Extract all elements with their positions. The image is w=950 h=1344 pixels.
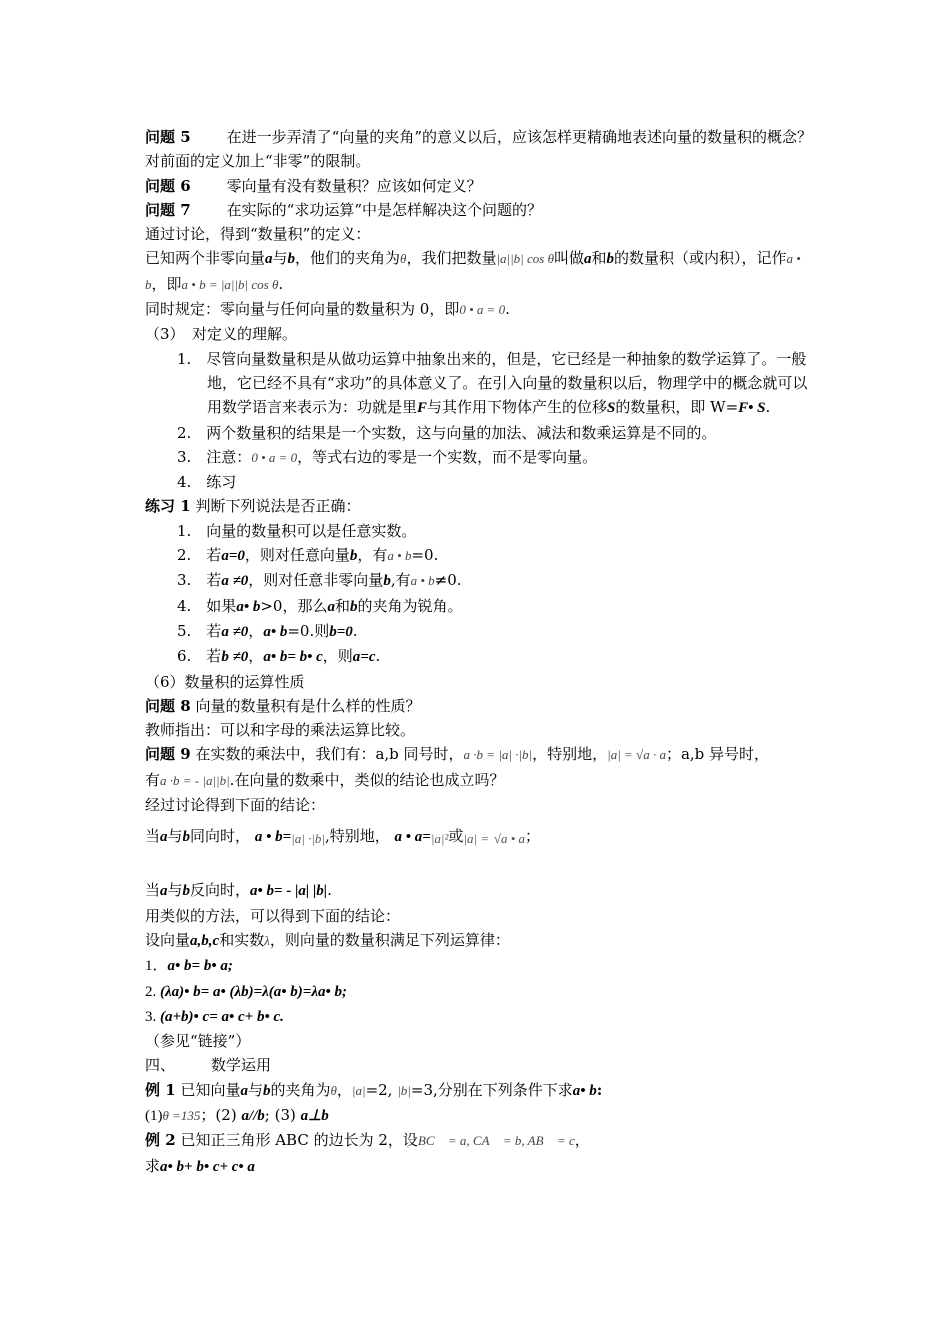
math-symbol: a=c — [352, 649, 376, 666]
text: ；a,b 异号时， — [665, 745, 770, 764]
question-label: 问题 6 — [145, 176, 191, 195]
text: ，则 — [322, 647, 353, 666]
paragraph: 对前面的定义加上“非零”的限制。 — [145, 152, 371, 171]
paragraph: 经过讨论得到下面的结论： — [145, 796, 326, 815]
text: . — [352, 621, 358, 640]
document-body — [145, 125, 815, 1179]
paragraph — [145, 928, 815, 953]
math-formula: √a • a — [493, 831, 526, 847]
math-symbol: a//b — [241, 1107, 265, 1124]
math-formula: a • b — [387, 548, 412, 564]
math-formula: 0 • a = 0 — [459, 302, 506, 318]
math-symbol: a • b= — [254, 829, 292, 846]
math-symbol: a — [240, 1082, 248, 1099]
paragraph: 教师指出：可以和字母的乘法运算比较。 — [145, 721, 416, 740]
text: ; (3) — [264, 1105, 296, 1124]
math-symbol: a,b,c — [190, 932, 220, 949]
text: 和实数 — [219, 930, 265, 949]
conclusion-same-direction — [145, 817, 815, 858]
text: 当 — [145, 881, 161, 900]
text: (1) — [145, 1107, 163, 1124]
list-item — [145, 644, 815, 669]
text: .在向量的数乘中，类似的结论也成立吗？ — [229, 770, 505, 789]
paragraph — [145, 297, 815, 322]
text: 与 — [272, 249, 288, 268]
math-symbol: a — [265, 251, 273, 268]
text: >0，那么 — [260, 596, 328, 615]
math-symbol: a⊥b — [300, 1107, 329, 1124]
math-symbol: a — [327, 598, 335, 615]
math-symbol: a ≠0 — [221, 623, 249, 640]
list-item — [145, 445, 815, 470]
text: 3. 若 — [177, 571, 222, 590]
math-formula: |a| ·|b| — [291, 831, 325, 847]
math-symbol: a — [160, 829, 168, 846]
section-heading — [145, 1053, 815, 1077]
text: 同时规定：零向量与任何向量的数量积为 0，即 — [145, 300, 460, 319]
question-7 — [145, 198, 815, 222]
list-item — [145, 347, 815, 421]
math-symbol: F• S — [738, 400, 766, 417]
text: ， — [336, 1080, 352, 1099]
text: ，即 — [151, 274, 182, 293]
paragraph: （参见“链接”） — [145, 1032, 251, 1051]
math-symbol: a• b= - |a| |b| — [250, 883, 328, 900]
text: 与 — [167, 881, 183, 900]
text: 1． — [145, 958, 168, 975]
math-formula: θ =135 — [162, 1107, 201, 1123]
text: 在实数的乘法中，我们有：a,b 同号时， — [195, 745, 464, 764]
math-formula: |a||b| cos θ — [496, 251, 554, 267]
text: 的夹角为 — [270, 1080, 331, 1099]
list-item: 1. 向量的数量积可以是任意实数。 — [177, 521, 417, 540]
math-formula: θ — [330, 1082, 337, 1098]
text: ,特别地， — [324, 827, 390, 846]
text: ， — [248, 621, 264, 640]
text: 5. 若 — [177, 621, 222, 640]
question-label: 问题 8 — [145, 696, 191, 715]
math-formula: a ·b = - |a||b| — [160, 772, 230, 788]
question-8 — [145, 694, 815, 718]
text: 求 — [145, 1156, 161, 1175]
math-formula: a • b — [145, 251, 801, 292]
math-symbol: b — [383, 573, 391, 590]
text: 和 — [591, 249, 607, 268]
text: 已知两个非零向量 — [145, 249, 266, 268]
text: 四、 — [145, 1056, 176, 1075]
text: ； — [525, 827, 541, 846]
text: ，我们把数量 — [406, 249, 497, 268]
math-symbol: a• b= b• a; — [167, 958, 233, 975]
math-symbol: a• b — [572, 1082, 597, 1099]
text: ，等式右边的零是一个实数，而不是零向量。 — [297, 447, 598, 466]
math-formula: a ·b = |a| ·|b| — [463, 747, 533, 763]
text: ，有 — [357, 546, 388, 565]
text: . — [327, 881, 332, 900]
text: 的夹角为锐角。 — [357, 596, 463, 615]
math-symbol: a — [583, 251, 592, 268]
math-symbol: S — [607, 400, 616, 417]
math-formula: θ — [400, 251, 407, 267]
list-item — [145, 543, 815, 568]
text: 反向时， — [190, 881, 251, 900]
text: 当 — [145, 827, 161, 846]
text: 或 — [448, 827, 464, 846]
text: ≠0. — [434, 571, 462, 590]
section-heading: （3） 对定义的理解。 — [145, 325, 298, 344]
question-9 — [145, 742, 815, 793]
example-2 — [145, 1128, 815, 1153]
text: ， — [248, 647, 264, 666]
example-label: 例 1 — [145, 1080, 176, 1099]
list-item: 4. 练习 — [177, 473, 237, 492]
list-item — [145, 619, 815, 644]
question-text: 向量的数量积有是什么样的性质？ — [195, 696, 421, 715]
paragraph: 用类似的方法，可以得到下面的结论： — [145, 906, 401, 925]
math-symbol: b — [262, 1082, 271, 1099]
question-label: 问题 7 — [145, 200, 191, 219]
text: ,有 — [390, 571, 411, 590]
text: ，则对任意向量 — [244, 546, 350, 565]
text: 与 — [247, 1080, 263, 1099]
text: =3,分别在下列条件下求 — [410, 1080, 573, 1099]
text: 有 — [145, 770, 161, 789]
text: 与其作用下物体产生的位移 — [427, 398, 608, 417]
math-symbol: b ≠0 — [221, 649, 249, 666]
text: 判断下列说法是否正确： — [195, 497, 361, 516]
math-symbol: a• b+ b• c+ c• a — [160, 1158, 255, 1175]
text: 与 — [167, 827, 183, 846]
example-label: 例 2 — [145, 1131, 176, 1150]
text: 叫做 — [553, 249, 584, 268]
list-item — [145, 568, 815, 593]
math-symbol: a• b — [263, 623, 288, 640]
text: 6. 若 — [177, 647, 222, 666]
text: ，则对任意非零向量 — [248, 571, 384, 590]
math-symbol: b — [349, 598, 358, 615]
math-symbol: b — [182, 883, 191, 900]
text: ；(2) — [200, 1105, 237, 1124]
question-text: 在进一步弄清了“向量的夹角”的意义以后，应该怎样更精确地表述向量的数量积的概念？ — [226, 128, 813, 146]
text: =2, — [365, 1080, 398, 1099]
math-symbol: (λa)• b= a• (λb)=λ(a• b)=λa• b; — [160, 983, 347, 1000]
math-symbol: F — [417, 400, 428, 417]
law-3 — [145, 1004, 815, 1029]
text: : — [596, 1080, 603, 1099]
math-symbol: a• b= b• c — [263, 649, 323, 666]
math-symbol: b — [182, 829, 191, 846]
math-formula: |b| — [397, 1082, 411, 1098]
paragraph: 通过讨论，得到“数量积”的定义： — [145, 225, 371, 244]
math-symbol: b — [349, 548, 358, 565]
example-1-conditions — [145, 1103, 815, 1128]
text: 和 — [334, 596, 350, 615]
text: ，特别地， — [532, 745, 608, 764]
math-symbol: a — [160, 883, 168, 900]
conclusion-opposite-direction — [145, 878, 815, 903]
example-2-ask — [145, 1154, 815, 1179]
text: 2. 若 — [177, 546, 222, 565]
math-formula: a • b = |a||b| cos θ — [181, 276, 279, 292]
math-formula: 0 • a = 0 — [251, 449, 298, 465]
text: 的数量积（或内积），记作 — [614, 249, 787, 268]
text: 同向时， — [190, 827, 251, 846]
text: =0.则 — [287, 621, 330, 640]
math-symbol: b — [606, 251, 614, 268]
text: ，则向量的数量积满足下列运算律： — [269, 930, 510, 949]
text: ，他们的夹角为 — [295, 249, 401, 268]
math-symbol: a• b — [236, 598, 261, 615]
math-formula: |a| = — [463, 831, 490, 847]
law-2 — [145, 979, 815, 1004]
text: 数学运用 — [211, 1056, 272, 1075]
section-heading: （6）数量积的运算性质 — [145, 672, 305, 691]
math-formula: λ — [264, 932, 270, 948]
exercise-1 — [145, 494, 815, 518]
question-label: 问题 9 — [145, 745, 191, 764]
text: 已知正三角形 ABC 的边长为 2，设 — [180, 1131, 418, 1150]
law-1 — [145, 953, 815, 978]
definition — [145, 246, 815, 297]
exercise-label: 练习 1 — [145, 497, 191, 516]
text: 的数量积，即 W= — [615, 398, 739, 417]
text: 1. 尽管向量数量积是从做功运算中抽象出来的，但是，它已经是一种抽象的数学运算了。一般地，它已经不具有“求功”的具体意义了。在引入向量的数量积以后，物理学中的概念就可以用数学语言来表示为：功就是里 — [177, 349, 808, 417]
text: 3. — [145, 1008, 160, 1025]
math-formula: a • b — [410, 573, 435, 589]
math-symbol: (a+b)• c= a• c+ b• c. — [160, 1008, 284, 1025]
math-symbol: a ≠0 — [221, 573, 249, 590]
math-formula: BC⃗ = a, CA⃗ = b, AB⃗ = c — [417, 1133, 575, 1149]
text: 2. — [145, 983, 160, 1000]
math-symbol: a • a= — [394, 829, 431, 846]
text: =0. — [411, 546, 439, 565]
text: 3. 注意： — [177, 447, 252, 466]
list-item — [145, 594, 815, 619]
math-symbol: a=0 — [221, 548, 245, 565]
text: . — [505, 300, 510, 319]
question-label: 问题 5 — [145, 128, 191, 146]
math-symbol: b=0 — [329, 623, 353, 640]
question-text: 在实际的“求功运算”中是怎样解决这个问题的？ — [226, 200, 543, 219]
text: . — [375, 647, 381, 666]
math-formula: |a| = √a · a — [607, 747, 666, 763]
text: 已知向量 — [180, 1080, 241, 1099]
text: ， — [574, 1131, 590, 1150]
spacer — [145, 858, 815, 878]
text: . — [278, 274, 284, 293]
math-symbol: b — [287, 251, 296, 268]
example-1 — [145, 1078, 815, 1103]
list-item: 2. 两个数量积的结果是一个实数，这与向量的加法、减法和数乘运算是不同的。 — [177, 423, 717, 442]
question-5 — [145, 125, 815, 149]
text: 设向量 — [145, 930, 191, 949]
text: . — [765, 398, 771, 417]
text: 4. 如果 — [177, 596, 237, 615]
math-formula: |a| — [351, 1082, 366, 1098]
question-6 — [145, 174, 815, 198]
question-text: 零向量有没有数量积？应该如何定义？ — [226, 176, 482, 195]
math-formula: |a|² — [430, 831, 449, 847]
